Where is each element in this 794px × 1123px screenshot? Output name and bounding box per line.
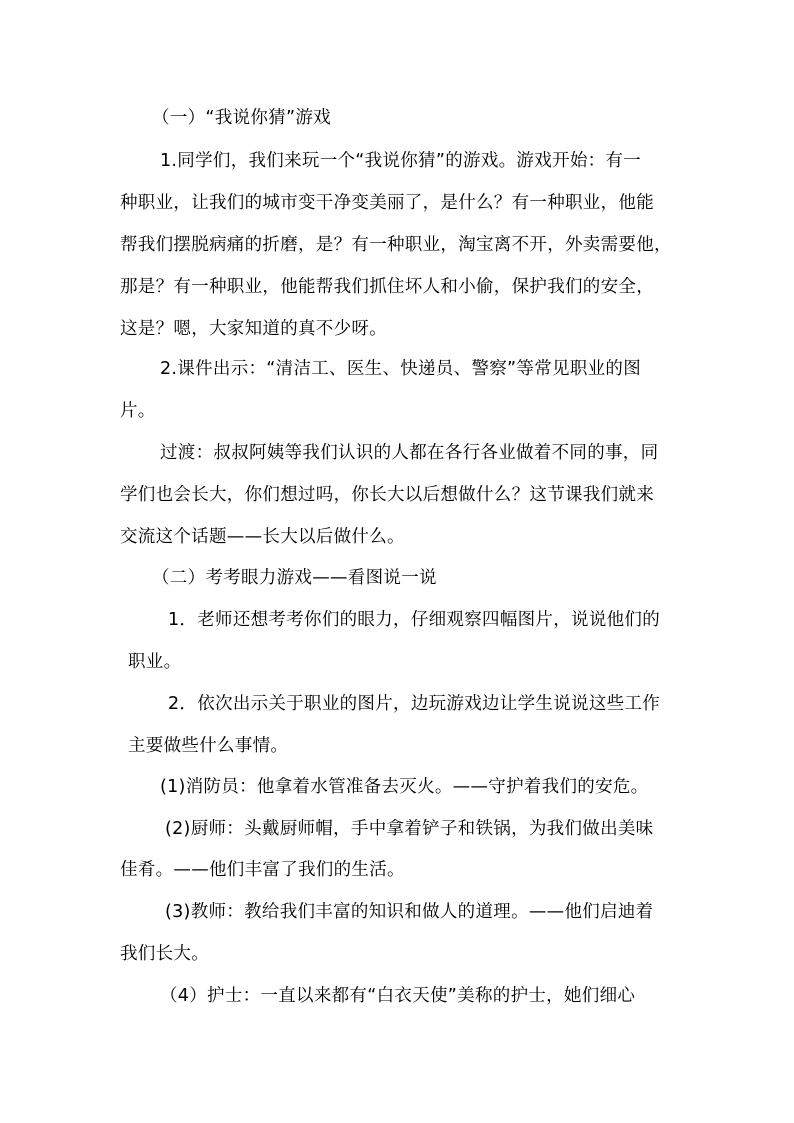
paragraph-line: 帮我们摆脱病痛的折磨，是？有一种职业，淘宝离不开，外卖需要他， xyxy=(120,235,672,255)
paragraph-line: 2.课件出示：“清洁工、医生、快递员、警察”等常见职业的图 xyxy=(160,359,642,379)
paragraph-line: 种职业，让我们的城市变干净变美丽了，是什么？有一种职业，他能 xyxy=(120,193,654,213)
list-item: (1)消防员：他拿着水管准备去灭火。——守护着我们的安危。 xyxy=(160,777,649,797)
paragraph-line: 学们也会长大，你们想过吗，你长大以后想做什么？这节课我们就来 xyxy=(120,485,654,505)
paragraph-line: 职业。 xyxy=(128,652,182,672)
paragraph-line: 过渡：叔叔阿姨等我们认识的人都在各行各业做着不同的事，同 xyxy=(160,443,659,463)
list-item: （4）护士：一直以来都有“白衣天使”美称的护士，她们细心 xyxy=(160,986,636,1006)
paragraph-line: 2．依次出示关于职业的图片，边玩游戏边让学生说说这些工作 xyxy=(168,694,661,714)
paragraph-line: 片。 xyxy=(120,401,156,421)
list-item: (2)厨师：头戴厨师帽，手中拿着铲子和铁锅，为我们做出美味 xyxy=(165,819,654,839)
paragraph-line: 1．老师还想考考你们的眼力，仔细观察四幅图片，说说他们的 xyxy=(168,610,661,630)
paragraph-line: 1.同学们，我们来玩一个“我说你猜”的游戏。游戏开始：有一 xyxy=(160,151,642,171)
paragraph-line: 那是？有一种职业，他能帮我们抓住坏人和小偷，保护我们的安全， xyxy=(120,277,654,297)
section-heading-1: （一）“我说你猜”游戏 xyxy=(152,108,331,128)
list-item-continuation: 我们长大。 xyxy=(120,944,209,964)
paragraph-line: 这是？嗯，大家知道的真不少呀。 xyxy=(120,319,387,339)
list-item-continuation: 佳肴。——他们丰富了我们的生活。 xyxy=(120,860,405,880)
paragraph-line: 交流这个话题——长大以后做什么。 xyxy=(120,527,405,547)
paragraph-line: 主要做些什么事情。 xyxy=(128,736,289,756)
list-item: (3)教师：教给我们丰富的知识和做人的道理。——他们启迪着 xyxy=(165,902,654,922)
section-heading-2: （二）考考眼力游戏——看图说一说 xyxy=(152,568,437,588)
